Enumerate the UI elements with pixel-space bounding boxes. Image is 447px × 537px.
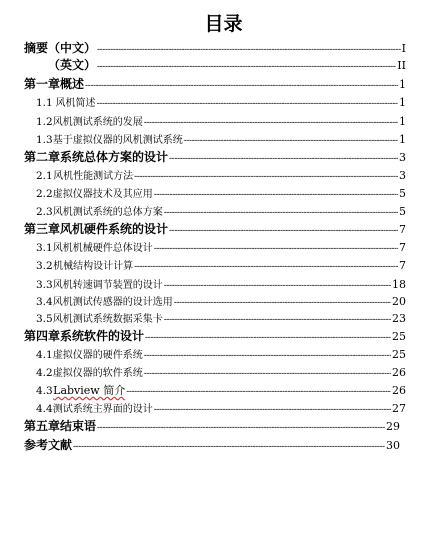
- toc-entry-number: 第二章: [24, 150, 61, 164]
- toc-entry-label: 风机简述: [55, 98, 96, 109]
- dot-leader: [97, 99, 398, 109]
- toc-entry-chapter-2: [24, 148, 406, 164]
- toc-entry-label: 机械结构设计计算: [53, 261, 134, 272]
- toc-entry-1-2: [36, 113, 406, 129]
- toc-entry-1-1: [36, 94, 406, 110]
- dot-leader: [169, 226, 398, 236]
- toc-entry-label: 风机转速调节装置的设计: [52, 280, 163, 291]
- toc-entry-page: 5: [399, 205, 406, 218]
- toc-entry-page: 7: [399, 259, 406, 272]
- toc-entry-label: 系统总体方案的设计: [60, 150, 169, 164]
- toc-entry-number: （英文）: [48, 58, 97, 72]
- toc-entry-3-2: [36, 257, 406, 273]
- toc-entry-number: 1.2: [36, 116, 53, 128]
- dot-leader: [154, 190, 398, 200]
- toc-entry-chapter-3: [24, 220, 406, 236]
- toc-entry-number: 4.2: [36, 367, 53, 379]
- toc-entry-page: 5: [399, 187, 406, 200]
- toc-entry-number: 第五章: [24, 419, 61, 433]
- toc-entry-number: 2.3: [36, 206, 53, 218]
- dot-leader: [134, 172, 398, 182]
- toc-entry-page: 1: [399, 96, 406, 109]
- toc-entry-4-2: [36, 364, 406, 380]
- toc-entry-number: 4.3: [36, 385, 53, 397]
- toc-entry-chapter-5: [24, 417, 400, 433]
- toc-entry-page: 23: [392, 312, 406, 325]
- dot-leader: [126, 387, 391, 397]
- toc-entry-4-1: [36, 346, 406, 362]
- toc-entry-page: I: [401, 42, 406, 55]
- dot-leader: [169, 154, 398, 164]
- toc-entry-3-5: [36, 310, 406, 326]
- toc-entry-1-3: [36, 131, 406, 147]
- dot-leader: [73, 442, 385, 452]
- toc-entry-3-3: [36, 276, 406, 292]
- toc-entry-number: 第四章: [24, 329, 61, 343]
- toc-entry-label: Labview 简介: [53, 384, 126, 397]
- dot-leader: [134, 262, 398, 272]
- dot-leader: [184, 136, 398, 146]
- dot-leader: [174, 298, 391, 308]
- toc-entry-label: 风机测试系统的发展: [52, 117, 143, 128]
- toc-entry-number: 1.3: [36, 134, 53, 146]
- toc-entry-number: 4.4: [36, 403, 53, 415]
- dot-leader: [144, 369, 391, 379]
- toc-entry-label: 风机测试传感器的设计选用: [52, 297, 173, 308]
- dot-leader: [144, 118, 398, 128]
- toc-entry-number: 3.3: [36, 279, 53, 291]
- dot-leader: [85, 81, 398, 91]
- dot-leader: [164, 208, 398, 218]
- toc-entry-label: 测试系统主界面的设计: [52, 404, 153, 415]
- toc-entry-number: 3.4: [36, 296, 53, 308]
- toc-entry-page: 3: [399, 151, 406, 164]
- toc-entry-label: 风机测试系统的总体方案: [52, 207, 163, 218]
- toc-entry-number: 摘要（中文）: [24, 41, 97, 55]
- toc-entry-page: 26: [392, 384, 406, 397]
- toc-entry-number: 第一章: [24, 77, 61, 91]
- dot-leader: [97, 45, 401, 55]
- toc-entry-page: 29: [386, 420, 400, 433]
- toc-entry-3-4: [36, 293, 406, 309]
- toc-entry-label: 风机性能测试方法: [53, 171, 134, 182]
- toc-entry-page: 3: [399, 169, 406, 182]
- toc-entry-page: 1: [399, 133, 406, 146]
- toc-entry-label: 虚拟仪器的硬件系统: [52, 350, 143, 361]
- dot-leader: [145, 333, 391, 343]
- toc-entry-number: 2.1: [36, 170, 53, 182]
- toc-entry-page: 1: [399, 78, 406, 91]
- toc-entry-page: 25: [392, 348, 406, 361]
- dot-leader: [164, 315, 391, 325]
- toc-entry-2-3: [36, 203, 406, 219]
- toc-entry-page: 1: [399, 115, 406, 128]
- toc-entry-chapter-4: [24, 327, 406, 343]
- dot-leader: [154, 244, 398, 254]
- toc-entry-4-4: [36, 400, 406, 416]
- toc-entry-page: 25: [392, 330, 406, 343]
- toc-entry-page: 7: [399, 223, 406, 236]
- toc-entry-label: 基于虚拟仪器的风机测试系统: [52, 135, 183, 146]
- toc-entry-number: 第三章: [24, 222, 61, 236]
- toc-entry-page: 18: [392, 278, 406, 291]
- toc-entry-label: 系统软件的设计: [60, 329, 145, 343]
- toc-entry-2-2: [36, 185, 406, 201]
- toc-entry-number: 参考文献: [24, 438, 73, 452]
- dot-leader: [164, 281, 391, 291]
- toc-entry-page: 30: [386, 439, 400, 452]
- toc-entry-2-1: [36, 167, 406, 183]
- toc-title: 目录: [204, 13, 243, 35]
- toc-entry-label: 风机硬件系统的设计: [60, 222, 169, 236]
- toc-entry-references: [24, 436, 400, 452]
- toc-entry-number: 3.5: [36, 313, 53, 325]
- toc-entry-number: 3.1: [36, 242, 53, 254]
- toc-entry-label: 结束语: [60, 419, 97, 433]
- toc-entry-page: 7: [399, 241, 406, 254]
- toc-entry-label: 虚拟仪器技术及其应用: [52, 189, 153, 200]
- dot-leader: [144, 351, 391, 361]
- toc-entry-number: 2.2: [36, 188, 53, 200]
- toc-entry-page: 20: [392, 295, 406, 308]
- dot-leader: [97, 62, 396, 72]
- toc-entry-number: 4.1: [36, 349, 53, 361]
- toc-entry-number: 3.2: [36, 260, 53, 272]
- toc-entry-label: 虚拟仪器的软件系统: [52, 368, 143, 379]
- toc-entry-number: 1.1: [36, 97, 53, 109]
- toc-entry-page: II: [397, 59, 406, 72]
- toc-entry-4-3: [36, 382, 406, 398]
- toc-entry-label: 概述: [60, 77, 85, 91]
- toc-entry-label: 风机测试系统数据采集卡: [52, 314, 163, 325]
- toc-entry-abstract-cn: [24, 39, 406, 55]
- toc-entry-page: 27: [392, 402, 406, 415]
- toc-entry-label: 风机机械硬件总体设计: [52, 243, 153, 254]
- dot-leader: [97, 423, 385, 433]
- toc-entry-abstract-en: [48, 56, 406, 72]
- toc-entry-3-1: [36, 239, 406, 255]
- toc-entry-chapter-1: [24, 75, 406, 91]
- dot-leader: [154, 405, 391, 415]
- toc-entry-page: 26: [392, 366, 406, 379]
